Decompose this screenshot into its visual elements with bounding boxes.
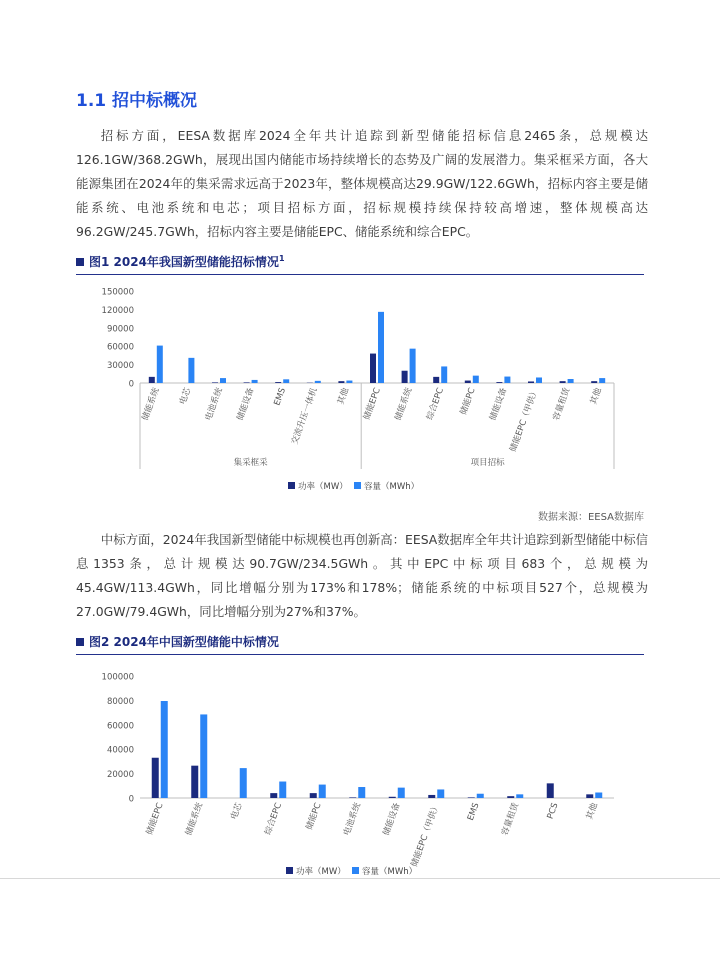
y-tick-label: 0 <box>128 379 134 390</box>
category-label: 储能EPC（甲供） <box>409 801 443 869</box>
bar-power <box>349 797 356 798</box>
legend-swatch-power <box>288 482 295 489</box>
bar-capacity <box>283 379 289 383</box>
y-tick-label: 60000 <box>106 342 134 353</box>
category-label: 储能系统 <box>184 801 206 837</box>
category-label: 储能系统 <box>140 386 162 422</box>
bar-power <box>389 797 396 798</box>
category-label: 综合EPC <box>425 386 447 422</box>
y-tick-label: 90000 <box>106 324 134 335</box>
bar-capacity <box>161 701 168 798</box>
bar-capacity <box>200 714 207 798</box>
category-label: 电池系统 <box>342 801 364 837</box>
group-label: 集采框采 <box>233 458 268 468</box>
page-bottom-rule <box>0 878 720 879</box>
bar-capacity <box>252 380 258 383</box>
bar-power <box>270 793 277 798</box>
legend-swatch-capacity <box>352 867 359 874</box>
category-label: 电芯 <box>229 801 245 822</box>
category-label: 储能EPC <box>144 801 166 837</box>
category-label: 储能设备 <box>381 801 403 837</box>
category-label: 电池系统 <box>203 386 225 422</box>
y-tick-label: 30000 <box>106 361 134 372</box>
category-label: PCS <box>545 801 561 821</box>
figure1-chart <box>0 278 720 508</box>
bar-power <box>212 382 218 383</box>
bar-capacity <box>437 789 444 798</box>
bar-capacity <box>279 782 286 798</box>
bar-capacity <box>240 768 247 798</box>
bar-power <box>507 796 514 798</box>
bar-power <box>560 381 566 383</box>
category-label: 其他 <box>336 386 352 407</box>
bar-power <box>310 793 317 798</box>
category-label: EMS <box>465 801 482 823</box>
legend-label-capacity: 容量（MWh） <box>362 867 418 877</box>
category-label: 储能PC <box>458 386 478 417</box>
bar-capacity <box>568 379 574 383</box>
y-tick-label: 60000 <box>106 721 134 732</box>
bar-capacity <box>188 358 194 383</box>
figure1-header <box>76 252 644 275</box>
bar-capacity <box>378 312 384 383</box>
figure1-title: 图1 2024年我国新型储能招标情况$^1$ <box>89 254 285 269</box>
bar-power <box>528 381 534 383</box>
y-tick-label: 150000 <box>101 287 134 298</box>
bar-power <box>244 382 250 383</box>
bar-capacity <box>477 794 484 798</box>
bar-power <box>591 381 597 383</box>
y-tick-label: 80000 <box>106 696 134 707</box>
category-label: 储能EPC <box>361 386 383 422</box>
bar-power <box>547 783 554 798</box>
bar-capacity <box>410 349 416 383</box>
bar-capacity <box>220 378 226 383</box>
category-label: 容量租赁 <box>500 801 522 837</box>
y-tick-label: 40000 <box>106 745 134 756</box>
bar-power <box>586 794 593 798</box>
category-label: 综合EPC <box>263 801 285 837</box>
category-label: 其他 <box>584 801 601 822</box>
category-label: 储能设备 <box>235 386 257 422</box>
bar-power <box>152 758 159 798</box>
bar-capacity <box>358 787 365 798</box>
category-label: 电芯 <box>178 386 194 407</box>
bar-power <box>402 371 408 383</box>
category-label: 容量租赁 <box>551 386 573 422</box>
bar-capacity <box>346 381 352 383</box>
bar-capacity <box>599 378 605 383</box>
bar-capacity <box>504 377 510 383</box>
legend-label-power: 功率（MW） <box>298 482 348 492</box>
category-label: 储能EPC（甲供） <box>508 386 541 454</box>
bar-power <box>465 381 471 383</box>
bar-power <box>370 354 376 383</box>
category-label: 储能系统 <box>393 386 415 422</box>
data-source: 数据来源：EESA数据库 <box>537 512 644 523</box>
legend-label-capacity: 容量（MWh） <box>364 482 420 492</box>
bar-capacity <box>595 793 602 798</box>
figure2-header <box>76 632 644 655</box>
category-label: EMS <box>272 386 289 408</box>
figure-marker-square <box>76 258 84 266</box>
bar-capacity <box>157 346 163 383</box>
category-label: 储能设备 <box>488 386 510 422</box>
y-tick-label: 20000 <box>106 770 134 781</box>
group-label: 项目招标 <box>470 458 505 468</box>
category-label: 其他 <box>588 386 605 407</box>
bar-capacity <box>315 381 321 383</box>
figure2-title: 图2 2024年中国新型储能中标情况 <box>89 635 279 649</box>
y-tick-label: 100000 <box>101 672 134 683</box>
legend-swatch-capacity <box>354 482 361 489</box>
bar-power <box>191 766 198 798</box>
bar-power <box>338 381 344 383</box>
paragraph-bidding: 招标方面，EESA数据库2024全年共计追踪到新型储能招标信息2465条，总规模达126.1GW/368.2GWh，展现出国内储能市场持续增长的态势及广阔的发展潜力。集采框采方面，各大能源集团在2024年的集采需求远高于2023年，整体规模高达29.9GW/122.6GWh，招标内容主要是储能系统、电池系统和电芯；项目招标方面，招标规模持续保持较高增速，整体规模高达96.2GW/245.7GWh，招标内容主要是储能EPC、储能系统和综合EPC。 <box>76 128 648 239</box>
bar-power <box>468 797 475 798</box>
bar-capacity <box>398 788 405 798</box>
bar-capacity <box>441 366 447 383</box>
figure-marker-square <box>76 638 84 646</box>
bar-power <box>428 795 435 798</box>
category-label: 交流升压一体机 <box>289 386 320 446</box>
bar-power <box>149 377 155 383</box>
bar-power <box>275 382 281 383</box>
y-tick-label: 0 <box>128 794 134 805</box>
paragraph-winning-bids: 中标方面，2024年我国新型储能中标规模也再创新高：EESA数据库全年共计追踪到新型储能中标信息1353条，总计规模达90.7GW/234.5GWh。其中EPC中标项目683个，总规模为45.4GW/113.4GWh，同比增幅分别为173%和178%；储能系统的中标项目527个，总规模为27.0GW/79.4GWh，同比增幅分别为27%和37%。 <box>76 532 648 619</box>
bar-capacity <box>536 377 542 383</box>
bar-capacity <box>473 376 479 383</box>
legend-swatch-power <box>286 867 293 874</box>
bar-power <box>496 382 502 383</box>
bar-capacity <box>319 785 326 798</box>
legend-label-power: 功率（MW） <box>296 867 346 877</box>
section-title: 1.1 招中标概况 <box>76 91 198 111</box>
bar-capacity <box>516 794 523 798</box>
y-tick-label: 120000 <box>101 305 134 316</box>
category-label: 储能PC <box>304 801 324 832</box>
figure2-chart <box>0 660 720 882</box>
bar-power <box>433 377 439 383</box>
